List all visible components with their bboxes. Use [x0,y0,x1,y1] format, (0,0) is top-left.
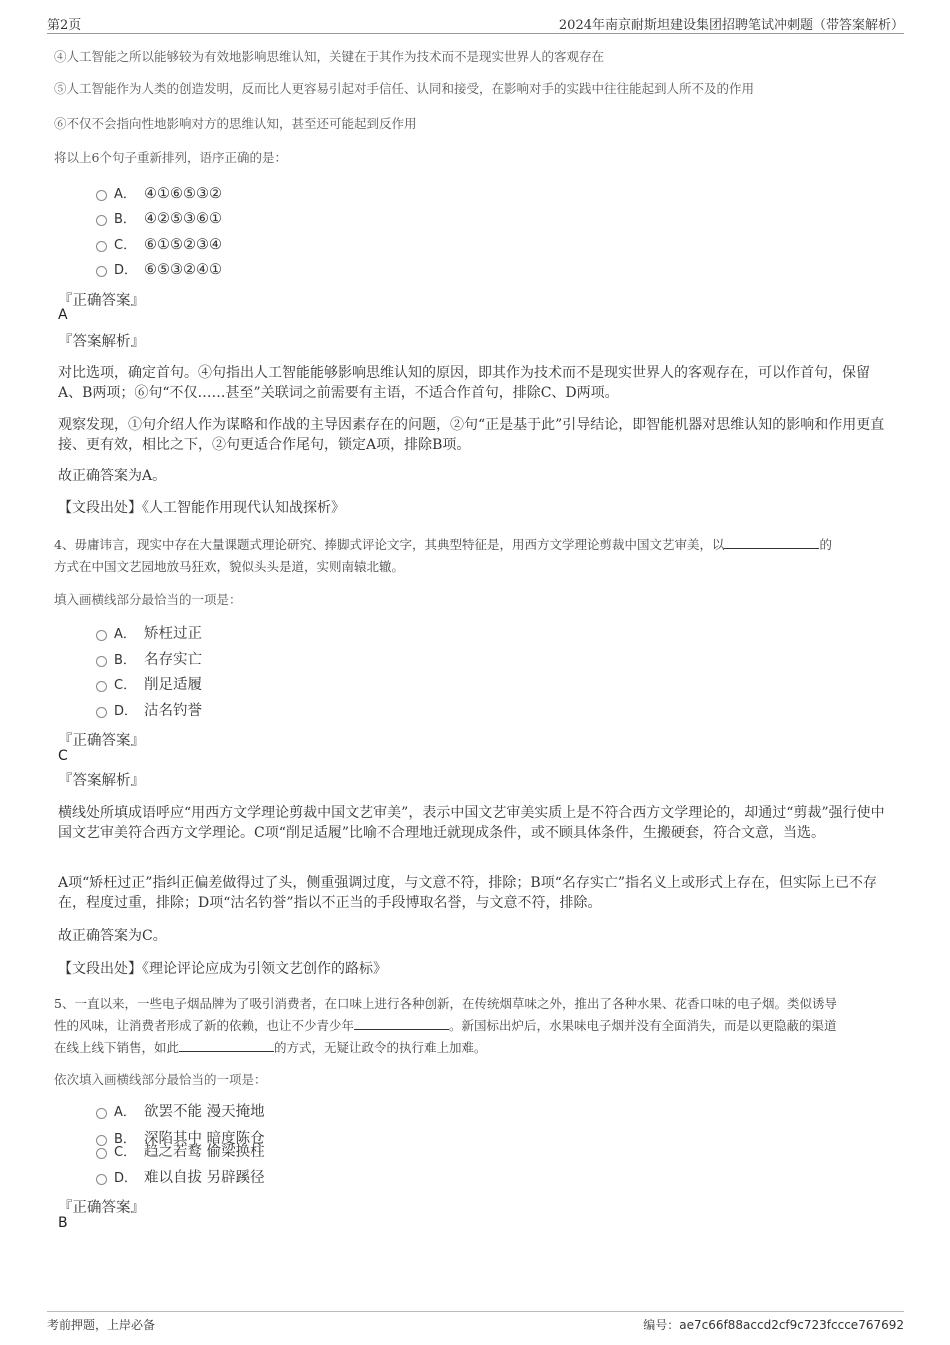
q3-option-b[interactable]: B． ④②⑤③⑥① [96,209,222,229]
answer-blank [724,536,819,549]
page-number: 第2页 [47,18,82,33]
radio-icon[interactable] [96,681,107,692]
q4-option-d[interactable]: D． 沽名钓誉 [96,701,202,721]
q5-option-d[interactable]: D． 难以自拔 另辟蹊径 [96,1168,265,1188]
radio-icon[interactable] [96,215,107,226]
q3-analysis-3: 故正确答案为A。 [58,468,167,484]
radio-icon[interactable] [96,630,107,641]
radio-icon[interactable] [96,707,107,718]
q5-option-a[interactable]: A． 欲罢不能 漫天掩地 [96,1102,265,1122]
q4-prompt: 填入画横线部分最恰当的一项是： [54,592,242,607]
sentence-5: ⑤人工智能作为人类的创造发明，反而比人更容易引起对手信任、认同和接受，在影响对手的实践中往往能起到人所不及的作用 [54,81,755,96]
q5-answer: B [58,1215,68,1231]
answer-blank [179,1039,274,1052]
q5-answer-tag: 『正确答案』 [58,1200,145,1216]
q5-prompt: 依次填入画横线部分最恰当的一项是： [54,1072,267,1087]
radio-icon[interactable] [96,266,107,277]
radio-icon[interactable] [96,1174,107,1185]
q4-option-a[interactable]: A． 矫枉过正 [96,624,202,644]
radio-icon[interactable] [96,190,107,201]
q3-analysis-tag: 『答案解析』 [58,334,145,350]
radio-icon[interactable] [96,241,107,252]
sentence-4: ④人工智能之所以能够较为有效地影响思维认知，关键在于其作为技术而不是现实世界人的客观存在 [54,49,605,64]
q4-stem: 4、毋庸讳言，现实中存在大量课题式理论研究、捧脚式评论文字，其典型特征是，用西方文学理论剪裁中国文艺审美，以 的 方式在中国文艺园地放马狂欢，貌似头头是道，实则南辕北辙。 [54,537,832,574]
answer-blank [354,1017,449,1030]
page-footer [47,1311,904,1336]
q3-analysis-1: 对比选项，确定首句。④句指出人工智能能够影响思维认知的原因，即其作为技术而不是现实世界人的客观存在，可以作首句，保留A、B两项；⑥句“不仅……甚至”关联词之前需要有主语，不适合作首句，排除C、D两项。 [58,365,870,401]
q3-answer: A [58,307,68,323]
sentence-6: ⑥不仅不会指向性地影响对方的思维认知，甚至还可能起到反作用 [54,116,417,131]
footer-slogan: 考前押题，上岸必备 [47,1318,156,1332]
q4-source: 【文段出处】《理论评论应成为引领文艺创作的路标》 [58,961,387,977]
q4-option-c[interactable]: C． 削足适履 [96,675,202,695]
page-header [47,14,904,34]
document-id: 编号：ae7c66f88accd2cf9c723fccce767692 [643,1318,904,1332]
q4-option-b[interactable]: B． 名存实亡 [96,650,202,670]
q5-option-b[interactable]: B． 深陷其中 暗度陈仓 [96,1129,265,1149]
q3-prompt: 将以上6个句子重新排列，语序正确的是： [54,150,287,165]
radio-icon[interactable] [96,1148,107,1159]
q4-analysis-tag: 『答案解析』 [58,773,145,789]
radio-icon[interactable] [96,1108,107,1119]
q5-option-c[interactable]: C． 趋之若鹜 偷梁换柱 [96,1142,265,1162]
q4-answer: C [58,748,68,764]
q3-analysis-2: 观察发现，①句介绍人作为谋略和作战的主导因素存在的问题，②句“正是基于此”引导结论，即智能机器对思维认知的影响和作用更直接、更有效，相比之下，②句更适合作尾句，锁定A项，排除B项。 [58,417,885,453]
q3-option-d[interactable]: D． ⑥⑤③②④① [96,260,222,280]
radio-icon[interactable] [96,656,107,667]
q4-answer-tag: 『正确答案』 [58,733,145,749]
q4-analysis-1: 横线处所填成语呼应“用西方文学理论剪裁中国文艺审美”，表示中国文艺审美实质上是不符合西方文学理论的，却通过“剪裁”强行使中国文艺审美符合西方文学理论。C项“削足适履”比喻不合理地迁就现成条件，或不顾具体条件，生搬硬套，符合文意，当选。 [58,805,885,841]
q3-source: 【文段出处】《人工智能作用现代认知战探析》 [58,500,345,516]
q3-answer-tag: 『正确答案』 [58,293,145,309]
document-title: 2024年南京耐斯坦建设集团招聘笔试冲刺题（带答案解析） [558,18,904,33]
q4-analysis-2: A项“矫枉过正”指纠正偏差做得过了头，侧重强调过度，与文意不符，排除；B项“名存实亡”指名义上或形式上存在，但实际上已不存在，程度过重，排除；D项“沽名钓誉”指以不正当的手段博取名誉，与文意不符，排除。 [58,875,878,911]
q3-option-a[interactable]: A． ④①⑥⑤③② [96,184,222,204]
q4-analysis-3: 故正确答案为C。 [58,928,167,944]
q5-stem: 5、一直以来，一些电子烟品牌为了吸引消费者，在口味上进行各种创新，在传统烟草味之外，推出了各种水果、花香口味的电子烟。类似诱导 性的风味，让消费者形成了新的依赖，也让不少青少年 。新国标出炉后，水果味电子烟并没有全面消失，而是以更隐蔽的渠道 在线上线下销售，如此 的方式，无疑让政令的执行难上加难。 [54,996,837,1055]
q3-option-c[interactable]: C． ⑥①⑤②③④ [96,235,222,255]
